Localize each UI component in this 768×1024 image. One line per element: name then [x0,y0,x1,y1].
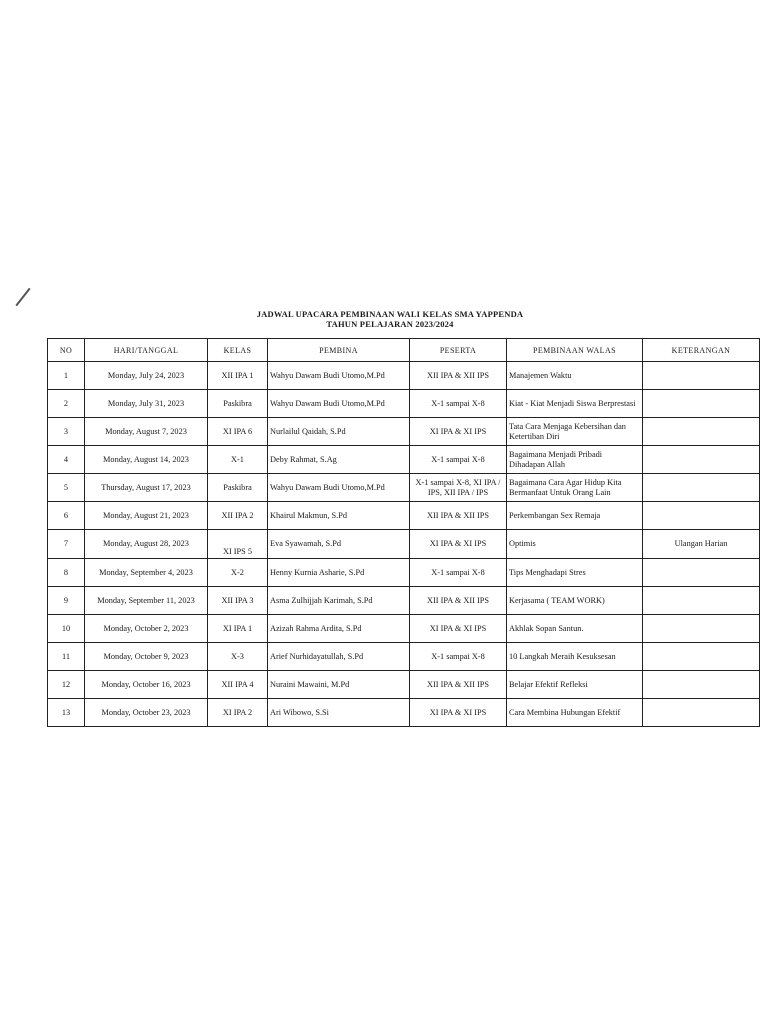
cell-pembina: Azizah Rahma Ardita, S.Pd [268,615,410,643]
header-pembina: PEMBINA [268,339,410,362]
cell-keterangan [643,699,760,727]
cell-date: Monday, September 4, 2023 [85,559,208,587]
cell-walas: Perkembangan Sex Remaja [507,502,643,530]
cell-walas: Belajar Efektif Refleksi [507,671,643,699]
cell-date: Monday, October 23, 2023 [85,699,208,727]
document-title [230,309,550,329]
cell-keterangan [643,390,760,418]
cell-kelas: XI IPA 1 [208,615,268,643]
cell-walas: Akhlak Sopan Santun. [507,615,643,643]
title-line-2: TAHUN PELAJARAN 2023/2024 [326,319,454,329]
scan-pen-mark [15,288,30,307]
cell-kelas: Paskibra [208,474,268,502]
cell-kelas: XI IPS 5 [208,530,268,559]
table-row [48,699,760,727]
cell-peserta: XII IPA & XII IPS [410,502,507,530]
cell-pembina: Nuraini Mawaini, M.Pd [268,671,410,699]
table-row [48,446,760,474]
cell-peserta: XI IPA & XI IPS [410,418,507,446]
cell-kelas: X-3 [208,643,268,671]
table-row [48,643,760,671]
cell-pembina: Arief Nurhidayatullah, S.Pd [268,643,410,671]
table-row [48,559,760,587]
table-row [48,502,760,530]
cell-kelas: XI IPA 6 [208,418,268,446]
cell-peserta: X-1 sampai X-8, XI IPA / IPS, XII IPA / IPS [410,474,507,502]
title-line-1: JADWAL UPACARA PEMBINAAN WALI KELAS SMA YAPPENDA [256,309,524,319]
table-row [48,615,760,643]
cell-kelas: XII IPA 2 [208,502,268,530]
cell-pembina: Henny Kurnia Asharie, S.Pd [268,559,410,587]
cell-peserta: XII IPA & XII IPS [410,671,507,699]
header-date: HARI/TANGGAL [85,339,208,362]
header-walas: PEMBINAAN WALAS [507,339,643,362]
table-row [48,418,760,446]
cell-keterangan [643,362,760,390]
cell-pembina: Nurlailul Qaidah, S.Pd [268,418,410,446]
cell-no: 13 [48,699,85,727]
cell-pembina: Ari Wibowo, S.Si [268,699,410,727]
cell-walas: Bagaimana Cara Agar Hidup Kita Bermanfaat Untuk Orang Lain [507,474,643,502]
cell-walas: Kiat - Kiat Menjadi Siswa Berprestasi [507,390,643,418]
header-keterangan: KETERANGAN [643,339,760,362]
schedule-table [47,338,760,727]
cell-peserta: X-1 sampai X-8 [410,559,507,587]
cell-peserta: XI IPA & XI IPS [410,530,507,559]
table-row [48,362,760,390]
cell-no: 1 [48,362,85,390]
cell-date: Monday, October 9, 2023 [85,643,208,671]
cell-kelas: XII IPA 3 [208,587,268,615]
cell-pembina: Wahyu Dawam Budi Utomo,M.Pd [268,362,410,390]
cell-kelas: X-1 [208,446,268,474]
cell-peserta: X-1 sampai X-8 [410,390,507,418]
cell-no: 4 [48,446,85,474]
cell-no: 3 [48,418,85,446]
header-kelas: KELAS [208,339,268,362]
table-row [48,390,760,418]
cell-pembina: Khairul Makmun, S.Pd [268,502,410,530]
cell-no: 2 [48,390,85,418]
cell-no: 10 [48,615,85,643]
cell-date: Thursday, August 17, 2023 [85,474,208,502]
cell-date: Monday, August 21, 2023 [85,502,208,530]
cell-kelas: Paskibra [208,390,268,418]
header-peserta: PESERTA [410,339,507,362]
cell-no: 11 [48,643,85,671]
cell-keterangan [643,474,760,502]
cell-kelas: X-2 [208,559,268,587]
cell-pembina: Asma Zulhijjah Karimah, S.Pd [268,587,410,615]
cell-date: Monday, July 24, 2023 [85,362,208,390]
cell-walas: Kerjasama ( TEAM WORK) [507,587,643,615]
cell-date: Monday, October 16, 2023 [85,671,208,699]
table-row [48,587,760,615]
cell-pembina: Deby Rahmat, S.Ag [268,446,410,474]
cell-date: Monday, October 2, 2023 [85,615,208,643]
cell-keterangan [643,418,760,446]
cell-keterangan [643,502,760,530]
cell-date: Monday, August 28, 2023 [85,530,208,559]
cell-walas: Bagaimana Menjadi Pribadi Dihadapan Allah [507,446,643,474]
cell-peserta: X-1 sampai X-8 [410,643,507,671]
cell-no: 12 [48,671,85,699]
header-no: NO [48,339,85,362]
cell-keterangan [643,559,760,587]
cell-walas: Cara Membina Hubungan Efektif [507,699,643,727]
cell-no: 5 [48,474,85,502]
cell-kelas: XI IPA 2 [208,699,268,727]
header-row [48,339,760,362]
cell-pembina: Eva Syawamah, S.Pd [268,530,410,559]
cell-keterangan [643,643,760,671]
cell-keterangan [643,587,760,615]
cell-peserta: XI IPA & XI IPS [410,615,507,643]
cell-walas: 10 Langkah Meraih Kesuksesan [507,643,643,671]
table-row [48,474,760,502]
cell-walas: Manajemen Waktu [507,362,643,390]
cell-no: 8 [48,559,85,587]
cell-walas: Tata Cara Menjaga Kebersihan dan Ketertiban Diri [507,418,643,446]
cell-date: Monday, July 31, 2023 [85,390,208,418]
cell-date: Monday, September 11, 2023 [85,587,208,615]
cell-walas: Tips Menghadapi Stres [507,559,643,587]
cell-date: Monday, August 14, 2023 [85,446,208,474]
cell-no: 6 [48,502,85,530]
cell-no: 9 [48,587,85,615]
cell-date: Monday, August 7, 2023 [85,418,208,446]
table-row [48,671,760,699]
cell-keterangan [643,671,760,699]
cell-peserta: X-1 sampai X-8 [410,446,507,474]
cell-kelas: XII IPA 4 [208,671,268,699]
table-row [48,530,760,559]
cell-keterangan [643,615,760,643]
cell-peserta: XII IPA & XII IPS [410,587,507,615]
cell-keterangan: Ulangan Harian [643,530,760,559]
cell-walas: Optimis [507,530,643,559]
cell-peserta: XII IPA & XII IPS [410,362,507,390]
cell-pembina: Wahyu Dawam Budi Utomo,M.Pd [268,474,410,502]
cell-keterangan [643,446,760,474]
cell-pembina: Wahyu Dawam Budi Utomo,M.Pd [268,390,410,418]
cell-no: 7 [48,530,85,559]
cell-kelas: XII IPA 1 [208,362,268,390]
cell-peserta: XI IPA & XI IPS [410,699,507,727]
